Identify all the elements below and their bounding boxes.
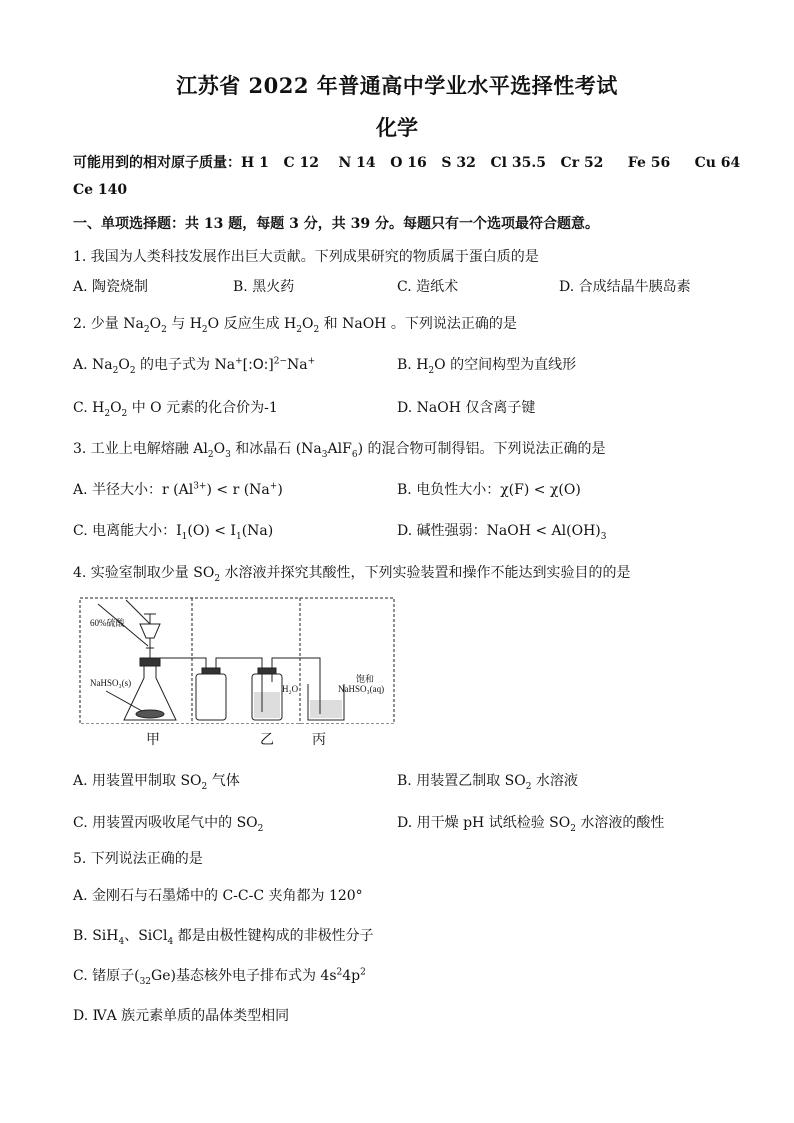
- q1-option-d: D. 合成结晶牛胰岛素: [559, 279, 691, 295]
- q5-option-b: B. SiH$_4$、SiCl$_4$ 都是由极性键构成的非极性分子: [73, 928, 374, 947]
- q1-option-a: A. 陶瓷烧制: [73, 279, 149, 295]
- saturated-label: 饱和: [356, 674, 375, 684]
- q2-option-c: C. $H_2O_2$ 中 O 元素的化合价为-1: [73, 400, 278, 419]
- safety-bottle: [196, 674, 226, 720]
- label-yi: 乙: [260, 732, 274, 748]
- apparatus-outline: [80, 598, 394, 724]
- q5-option-c: C. 锗原子$(_{32}Ge)$基态核外电子排布式为 $4s^24p^2$: [73, 967, 366, 987]
- saturated-solution-label: NaHSO₃(aq): [338, 684, 385, 694]
- q3-option-b: B. 电负性大小：χ(F) < χ(O): [397, 482, 581, 498]
- question-4-stem: 4. 实验室制取少量 $SO_2$ 水溶液并探究其酸性，下列实验装置和操作不能达到实验目的的是: [73, 565, 631, 584]
- q4-option-d: D. 用干燥 pH 试纸检验 $SO_2$ 水溶液的酸性: [397, 815, 665, 834]
- q1-option-c: C. 造纸术: [397, 279, 459, 295]
- question-5-stem: 5. 下列说法正确的是: [73, 851, 203, 867]
- solid-label: NaHSO₃(s): [90, 678, 132, 688]
- subject-title: 化学: [376, 115, 418, 140]
- q4-option-b: B. 用装置乙制取 $SO_2$ 水溶液: [397, 773, 578, 792]
- question-1-stem: 1. 我国为人类科技发展作出巨大贡献。下列成果研究的物质属于蛋白质的是: [73, 249, 539, 265]
- q5-option-d: D. ⅣA 族元素单质的晶体类型相同: [73, 1008, 290, 1024]
- acid-label: 60%硫酸: [90, 618, 125, 628]
- separatory-funnel: [140, 624, 160, 638]
- question-3-stem: 3. 工业上电解熔融 $Al_2O_3$ 和冰晶石 $(Na_3AlF_6)$ 的混合物可制得铝。下列说法正确的是: [73, 441, 606, 460]
- q3-option-c: C. 电离能大小：$I_1(O) < I_1(Na)$: [73, 523, 274, 542]
- label-jia: 甲: [146, 732, 160, 748]
- q2-option-a: A. $Na_2O_2$ 的电子式为 Na+[:O:]$^{2-}$Na+: [73, 356, 316, 376]
- apparatus-figure: [76, 596, 398, 724]
- question-2-stem: 2. 少量 $Na_2O_2$ 与 $H_2O$ 反应生成 $H_2O_2$ 和 NaOH 。下列说法正确的是: [73, 316, 517, 335]
- q2-option-b: B. $H_2O$ 的空间构型为直线形: [397, 357, 577, 376]
- atomic-mass-line2: Ce 140: [73, 182, 128, 198]
- label-bing: 丙: [312, 732, 326, 748]
- page-title: 江苏省 2022 年普通高中学业水平选择性考试: [176, 73, 618, 98]
- q3-option-d: D. 碱性强弱：NaOH < $Al(OH)_3$: [397, 523, 607, 542]
- section-heading: 一、单项选择题：共 13 题，每题 3 分，共 39 分。每题只有一个选项最符合题意。: [73, 216, 599, 232]
- q2-option-d: D. NaOH 仅含离子键: [397, 400, 536, 416]
- water-label: H₂O: [282, 684, 299, 694]
- q4-option-c: C. 用装置丙吸收尾气中的 $SO_2$: [73, 815, 264, 834]
- q3-option-a: A. 半径大小：r $(Al^{3+}) < r$ (Na+): [73, 481, 283, 498]
- atomic-mass-line1: 可能用到的相对原子质量：H 1 C 12 N 14 O 16 S 32 Cl 35.5 Cr 52 Fe 56 Cu 64: [73, 155, 741, 171]
- q1-option-b: B. 黑火药: [233, 279, 295, 295]
- q4-option-a: A. 用装置甲制取 $SO_2$ 气体: [73, 773, 240, 792]
- q5-option-a: A. 金刚石与石墨烯中的 C-C-C 夹角都为 120°: [73, 888, 363, 904]
